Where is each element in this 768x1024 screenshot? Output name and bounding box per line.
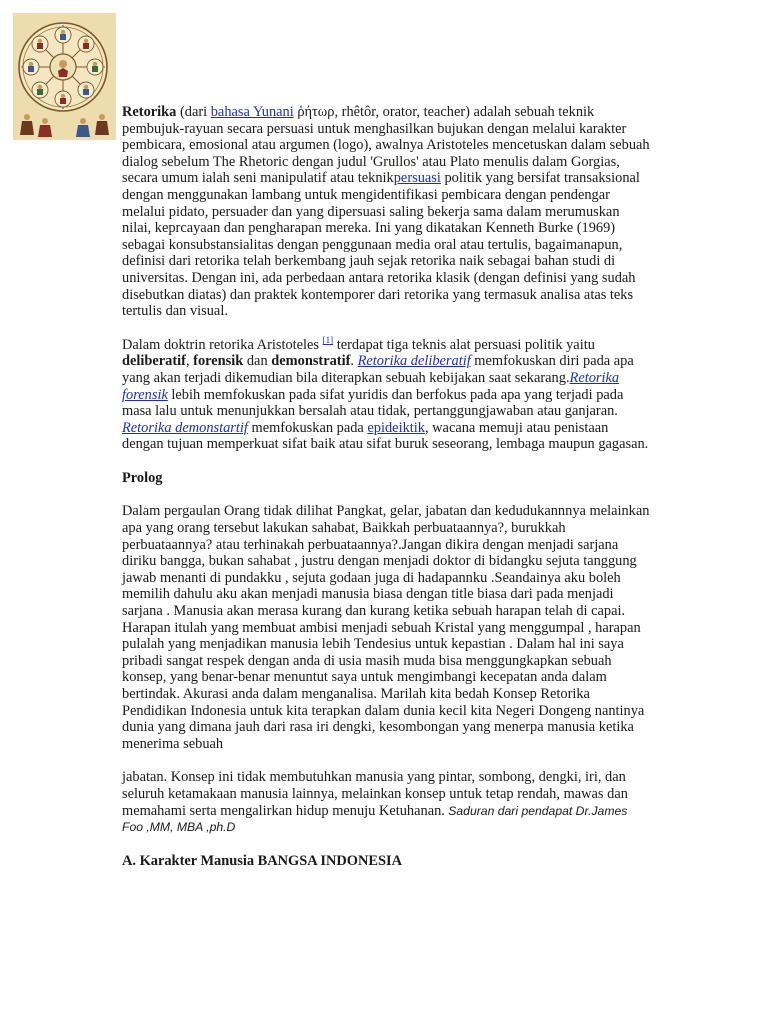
text-run: Dalam doktrin retorika Aristoteles [122, 336, 323, 353]
link-persuasi[interactable]: persuasi [393, 170, 441, 187]
link-bahasa-yunani[interactable]: bahasa Yunani [210, 104, 294, 120]
heading-prolog: Prolog [122, 469, 163, 486]
doctrine-paragraph [122, 334, 650, 453]
link-retorika-forensik[interactable]: Retorika forensik [122, 369, 620, 403]
link-epideiktik[interactable]: epideiktik [367, 419, 425, 436]
text-run: , [185, 353, 194, 370]
text-run: ῥήτωρ, rhêtôr, orator, teacher) adalah sebuah teknik pembujuk-rayuan secara persuasi untuk menghasilkan bujukan dengan melalui karakter pembicara, emosional atau argumen (logo), awalnya Aristoteles mencetuskan dalam sebuah dialog sebelum The Rhetoric dengan judul 'Grullos' atau Plato menulis dalam Gorgias, secara umum ialah seni manipulatif atau teknik [122, 104, 650, 187]
text-run: politik yang bersifat transaksional dengan menggunakan lambang untuk mengidentifikasi pembicara dengan pendengar melalui pidato, persuader dan yang dipersuasi saling bekerja sama dalam merumuskan nilai, keprcayaan dan pengharapan mereka. Ini yang dikatakan Kenneth Burke (1969) sebagai konsubstansialitas dengan penggunaan media oral atau tertulis, bagaimanapun, definisi dari retorika telah berkembang jauh sejak retorika naik sebagai bahan studi di universitas. Dengan ini, ada perbedaan antara retorika klasik (dengan definisi yang sudah disebutkan diatas) dan praktek kontemporer dari retorika yang termasuk analisa atas teks tertulis dan visual. [122, 170, 640, 320]
link-retorika-deliberatif[interactable]: Retorika deliberatif [357, 353, 471, 370]
prolog-paragraph: Dalam pergaulan Orang tidak dilihat Pangkat, gelar, jabatan dan kedudukannnya melainkan apa yang orang tersebut lakukan sahabat, Baikkah perbuataannya?, burukkah perbuataannya? atau terhinakah perbuataannya?.Jangan dikira dengan menjadi sarjana diriku bangga, bukan sahabat , justru dengan menjadi doktor di bidangku sejuta tanggung jawab menanti di pundakku , sejuta godaan juga di hadapannku .Seandainya aku boleh memilih dahulu aku akan menjadi manusia biasa dengan title biasa dari pada menjadi sarjana . Manusia akan merasa kurang dan kurang ketika sebuah harapan telah di capai. Harapan itulah yang membuat ambisi menjadi sebuah Kristal yang menggumpal , harapan pulalah yang menjadikan manusia lebih Tendesius untuk kepastian . Dalam hal ini saya pribadi sangat respek dengan anda di usia masih muda bisa menggungkapkan sebuah konsep, yang benar-benar menuntut saya untuk mengimbangi kecepatan anda dalam bertindak. Akurasi anda dalam menganalisa. Marilah kita bedah Konsep Retorika Pendidikan Indonesia untuk kita terapkan dalam dunia kecil kita Negeri Dongeng nantinya dunia yang dimana jauh dari rasa iri dengki, kesombongan yang menerpa manusia ketika menerima sebuah [122, 503, 650, 752]
link-retorika-demonstartif[interactable]: Retorika demonstartif [122, 419, 248, 436]
text-run: jabatan. Konsep ini tidak membutuhkan manusia yang pintar, sombong, dengki, iri, dan seluruh ketamakaan manusia lainnya, melainkan konsep untuk tetap rendah, mawas dan memahami serta mengalirkan hidup menuju Ketuhanan. [122, 769, 628, 819]
credit-note: Saduran dari pendapat Dr.James Foo ,MM, MBA ,ph.D [122, 803, 628, 835]
text-run: terdapat tiga teknis alat persuasi politik yaitu [333, 336, 595, 353]
footnote-ref-1[interactable]: [1] [322, 334, 334, 345]
article-body [122, 104, 650, 869]
heading-karakter-manusia: A. Karakter Manusia BANGSA INDONESIA [122, 852, 402, 869]
term-deliberatif: deliberatif [122, 353, 186, 370]
text-run: . [350, 353, 358, 370]
term-demonstratif: demonstratif [271, 353, 351, 370]
conclusion-paragraph [122, 769, 650, 835]
term-retorika: Retorika [122, 104, 177, 120]
text-run: lebih memfokuskan pada sifat yuridis dan berfokus pada apa yang terjadi pada masa lalu untuk menunjukkan bersalah atau tidak, pertanggungjawaban atau ganjaran. [122, 386, 624, 420]
text-run: memfokuskan diri pada apa yang akan terjadi dikemudian bila diterapkan sebuah kebijakan saat sekarang. [122, 353, 634, 386]
intro-paragraph [122, 104, 650, 320]
text-run: memfokuskan pada [247, 419, 368, 436]
text-run: , wacana memuji atau penistaan dengan tujuan memperkuat sifat baik atau sifat buruk seseorang, lembaga maupun gagasan. [122, 419, 649, 453]
term-forensik: forensik [193, 353, 244, 370]
text-run: (dari [176, 104, 211, 120]
wheel-of-liberal-arts-medallion-icon [13, 13, 116, 140]
text-run: dan [243, 353, 272, 370]
